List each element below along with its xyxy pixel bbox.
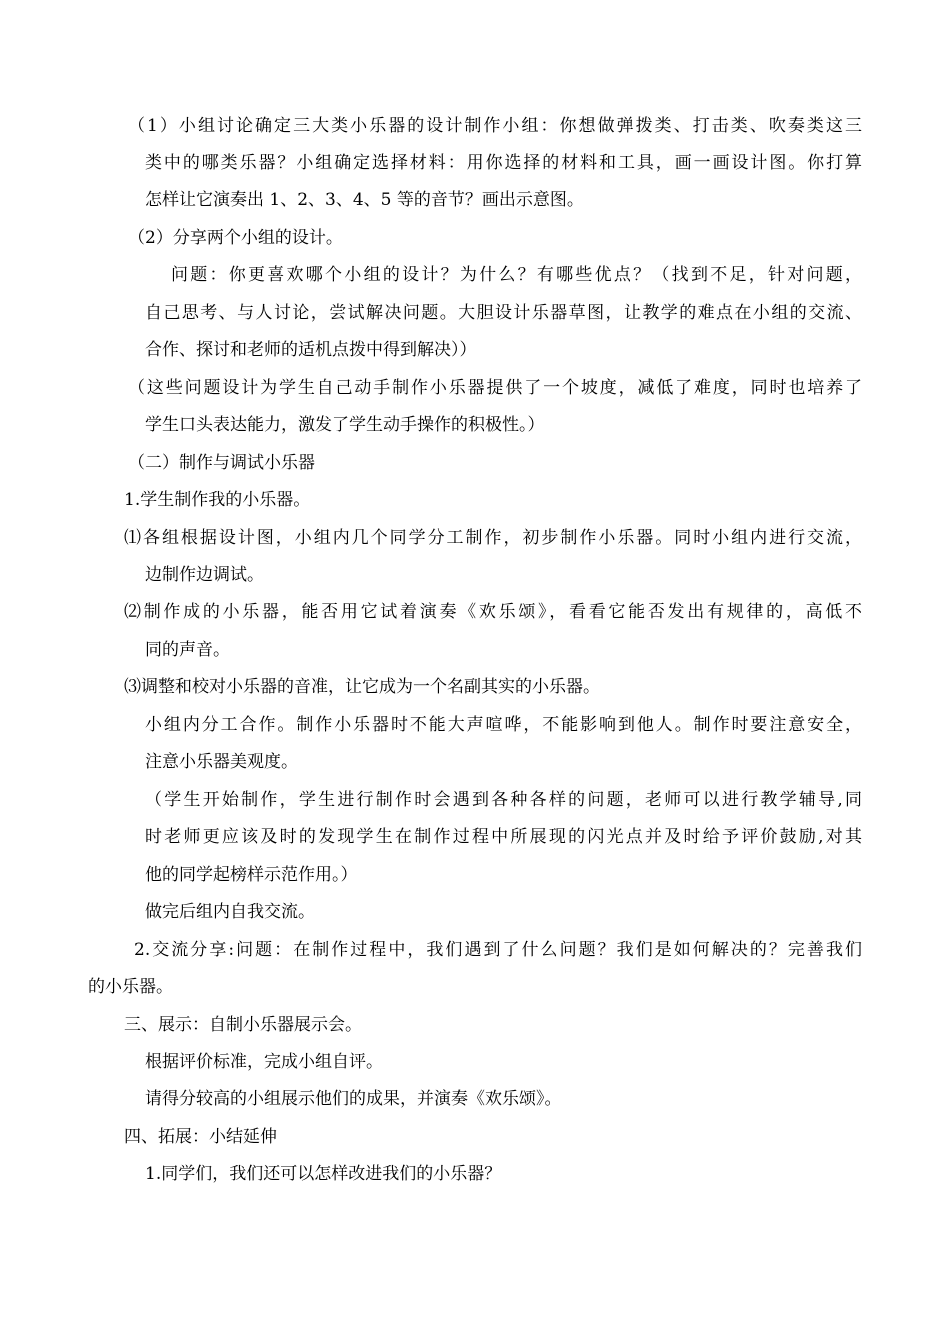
text-line: 他的同学起榜样示范作用。）	[145, 865, 358, 885]
text-line: （1）小组讨论确定三大类小乐器的设计制作小组：你想做弹拨类、打击类、吹奏类这三	[128, 116, 862, 136]
text-line: 边制作边调试。	[145, 565, 264, 585]
text-line: 做完后组内自我交流。	[145, 902, 315, 922]
text-line: 类中的哪类乐器？小组确定选择材料：用你选择的材料和工具，画一画设计图。你打算	[145, 153, 862, 173]
text-line: ⑶调整和校对小乐器的音准，让它成为一个名副其实的小乐器。	[124, 677, 600, 697]
text-line: （2）分享两个小组的设计。	[128, 228, 343, 248]
section-heading: 四、拓展：小结延伸	[124, 1127, 277, 1147]
text-line: 自己思考、与人讨论，尝试解决问题。大胆设计乐器草图，让教学的难点在小组的交流、	[145, 303, 862, 323]
text-line: 同的声音。	[145, 640, 230, 660]
section-heading: 三、展示：自制小乐器展示会。	[124, 1015, 362, 1035]
text-line: 小组内分工合作。制作小乐器时不能大声喧哗，不能影响到他人。制作时要注意安全，	[145, 715, 862, 735]
text-line: （这些问题设计为学生自己动手制作小乐器提供了一个坡度，减低了难度，同时也培养了	[128, 378, 862, 398]
text-line: 问题：你更喜欢哪个小组的设计？为什么？有哪些优点？（找到不足，针对问题，	[171, 265, 862, 285]
text-line: 请得分较高的小组展示他们的成果，并演奏《欢乐颂》。	[145, 1089, 562, 1109]
text-line: 注意小乐器美观度。	[145, 752, 298, 772]
text-line: 的小乐器。	[88, 977, 173, 997]
text-line: 1.学生制作我的小乐器。	[124, 490, 311, 510]
section-heading: （二）制作与调试小乐器	[128, 453, 315, 473]
text-line: 时老师更应该及时的发现学生在制作过程中所展现的闪光点并及时给予评价鼓励,对其	[145, 827, 862, 847]
text-line: 2.交流分享:问题：在制作过程中，我们遇到了什么问题？我们是如何解决的？完善我们	[134, 940, 862, 960]
text-line: ⑵制作成的小乐器，能否用它试着演奏《欢乐颂》，看看它能否发出有规律的，高低不	[124, 602, 862, 622]
text-line: 怎样让它演奏出 1、2、3、4、5 等的音节？画出示意图。	[145, 190, 584, 210]
text-line: ⑴各组根据设计图，小组内几个同学分工制作，初步制作小乐器。同时小组内进行交流，	[124, 528, 862, 548]
text-line: 学生口头表达能力，激发了学生动手操作的积极性。）	[145, 415, 545, 435]
text-line: 合作、探讨和老师的适机点拨中得到解决））	[145, 340, 477, 360]
text-line: （学生开始制作，学生进行制作时会遇到各种各样的问题，老师可以进行教学辅导,同	[145, 790, 862, 810]
text-line: 根据评价标准，完成小组自评。	[145, 1052, 383, 1072]
text-line: 1.同学们，我们还可以怎样改进我们的小乐器？	[145, 1164, 502, 1184]
